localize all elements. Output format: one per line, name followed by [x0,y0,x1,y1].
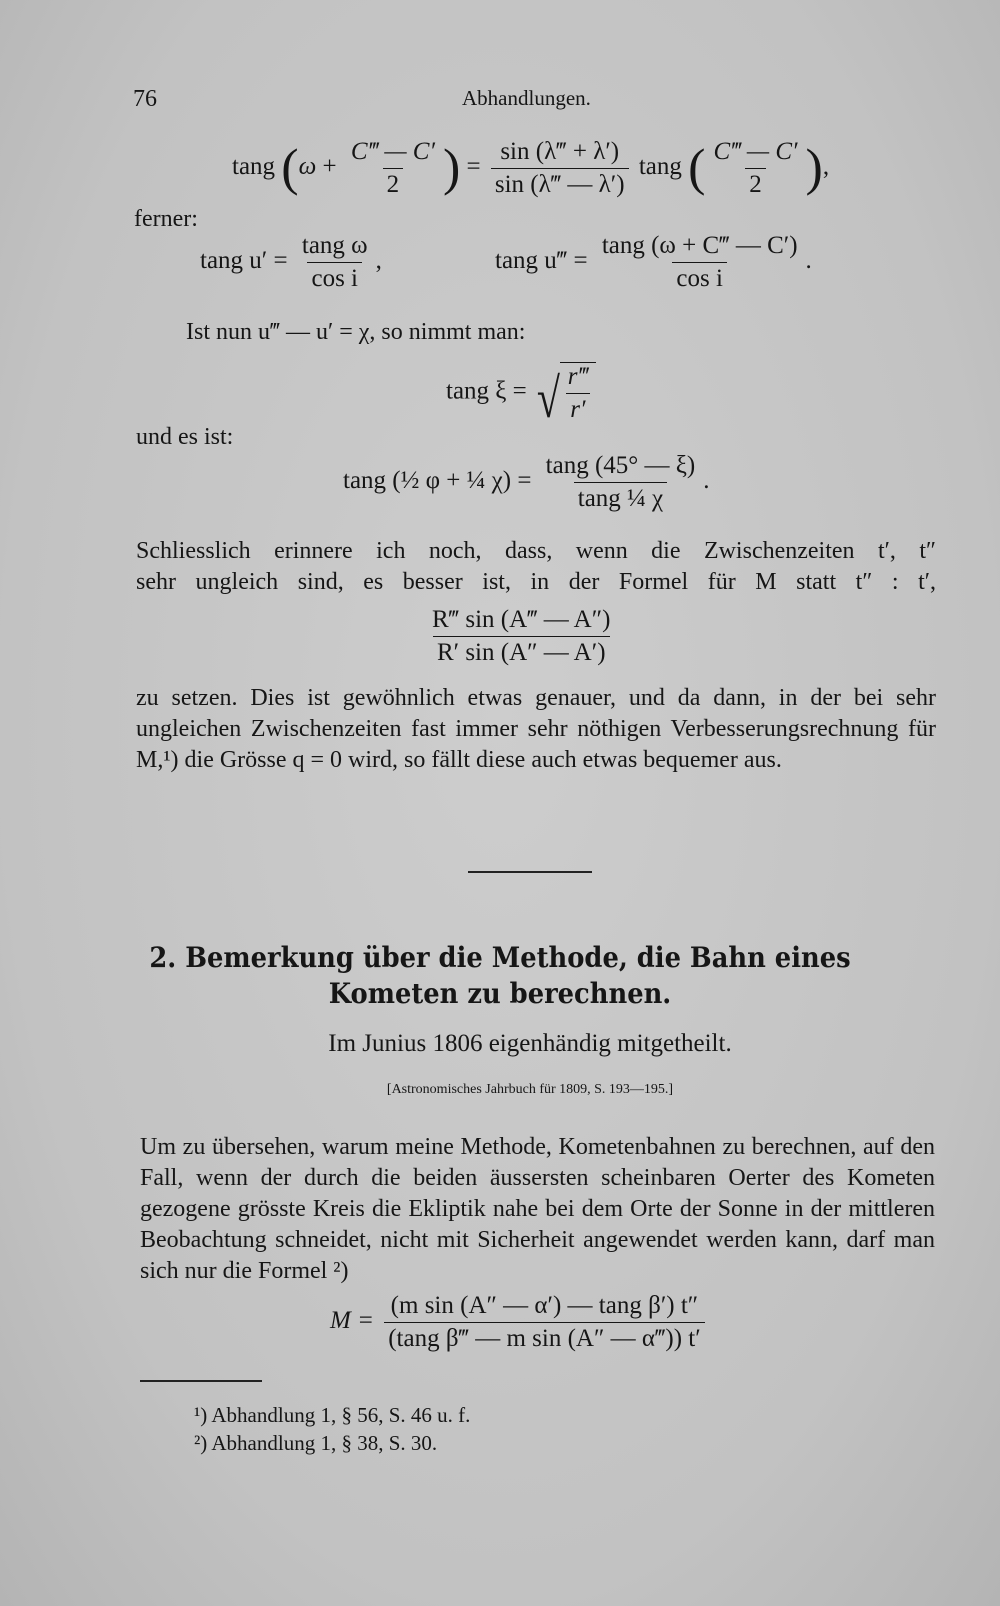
section-source: [Astronomisches Jahrbuch für 1809, S. 193—195.] [386,1082,674,1097]
formula-M: M = $\frac{\text{(m sin (A″ — α′) — tang β′) t″}}{\text{(tang β‴ — m sin (A″ — α‴)) t′}}$ [330,1292,709,1353]
formula-fn: tang [638,153,682,181]
formula-tang-u-prime: tang u′ = $\frac{\text{tang ω}}{\text{cos i}}$ , [200,232,382,292]
paragraph-method: Um zu übersehen, warum meine Methode, Kometenbahnen zu berechnen, auf den Fall, wenn der durch die beiden äussersten scheinbaren Oerter des Kometen gezogene grösste Kreis die Ekliptik nahe bei dem Orte der Sonne in der mittleren Beobachtung schneidet, nicht mit Sicherheit angewendet werden kann, darf man sich nur die Formel ²) [140,1134,935,1284]
paragraph-line: sehr ungleich sind, es besser ist, in der Formel für M statt t″ : t′, [136,569,936,595]
running-title: Abhandlungen. [462,86,591,110]
paren-open: ( [688,139,706,197]
footnote-1: ¹) Abhandlung 1, § 56, S. 46 u. f. [194,1403,471,1427]
paren-open: ( [281,139,299,197]
section-divider [468,871,592,873]
footnote-2: ²) Abhandlung 1, § 38, S. 30. [194,1431,438,1455]
fraction: $\frac{\tan g (45^\circ — \xi)}{\text{tang ¼ χ}}$ [545,452,696,512]
fraction: $\frac{C‴ — C'}{2}$ [713,138,798,198]
ist-nun-line: Ist nun u‴ — u′ = χ, so nimmt man: [186,319,526,345]
formula-tang-half-phi: tang (½ φ + ¼ χ) = $\frac{\tan g (45^\circ — \xi)}{\text{tang ¼ χ}}$ . [343,452,710,512]
paren-close: ) [805,139,823,197]
fraction: $\frac{\sin (\lambda‴ + \lambda')}{\sin (\lambda‴ — \lambda')}$ [491,138,629,199]
fraction: $\frac{\text{(m sin (A″ — α′) — tang β′) t″}}{\text{(tang β‴ — m sin (A″ — α‴)) t′}}$ [384,1292,705,1353]
paragraph-zu-setzen: zu setzen. Dies ist gewöhnlich etwas genauer, und da dann, in der bei sehr ungleichen Zwischenzeiten fast immer sehr nöthigen Verbesserungsrechnung für M,¹) die Grösse q = 0 wird, so fällt diese auch etwas bequemer aus. [136,685,936,773]
fraction: $\frac{R‴ \sin (A‴ — A'')}{R' \sin (A'' — A')}$ [432,606,611,666]
paragraph-line: Schliesslich erinnere ich noch, dass, wenn die Zwischenzeiten t′, t″ [136,538,936,564]
footnote-divider [140,1380,262,1382]
fraction: $\frac{\tan g (\omega + C‴ — C')}{\text{cos i}}$ [601,232,798,292]
formula-fn: tang [232,153,276,181]
ferner-label: ferner: [134,206,198,232]
formula-tang-u-triple: tang u‴ = $\frac{\tan g (\omega + C‴ — C')}{\text{cos i}}$ . [495,232,812,292]
fraction: $\frac{r‴}{r'}$ [567,363,589,423]
formula-tang-omega: tang (ω + $\frac{C‴ — C'}{2}$ ) = $\frac{\sin (\lambda‴ + \lambda')}{\sin (\lambda‴ — \lambda')}$ tang ( $\frac{C‴ — C'}{2}$ ), [232,138,830,198]
equals-sign: = [466,153,481,181]
page-number: 76 [133,86,157,112]
fraction: $\frac{C‴ — C'}{2}$ [350,138,435,198]
plus-sign: + [322,153,337,181]
paren-close: ) [442,139,461,197]
formula-tang-xi: tang ξ = √ $\frac{r‴}{r'}$ [446,362,596,424]
fraction: $\frac{\text{tang ω}}{\text{cos i}}$ [301,232,368,292]
section-subtitle: Im Junius 1806 eigenhändig mitgetheilt. [328,1030,732,1057]
und-es-ist-label: und es ist: [136,424,234,450]
square-root: √ $\frac{r‴}{r'}$ [533,362,596,424]
section-heading: 2. Bemerkung über die Methode, die Bahn eines Kometen zu berechnen. [149,941,851,1010]
formula-R-ratio [424,606,618,667]
omega-symbol: ω [298,153,317,181]
